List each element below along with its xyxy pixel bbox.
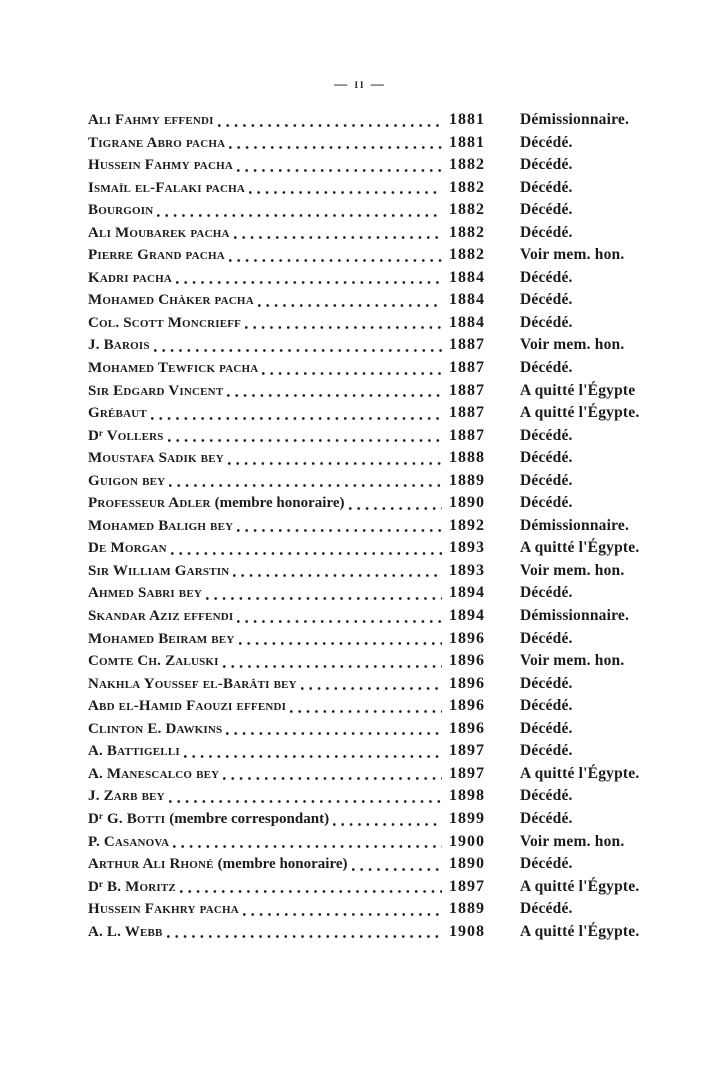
member-status: Voir mem. hon. — [520, 246, 625, 264]
dot-leader — [180, 876, 442, 899]
member-status: A quitté l'Égypte. — [520, 539, 640, 557]
member-name: A. Manescalco bey — [88, 765, 220, 782]
member-status: Décédé. — [520, 359, 573, 377]
member-year: 1882 — [449, 246, 485, 264]
dot-leader — [262, 357, 442, 380]
member-name-qualifier: (membre correspondant) — [169, 810, 330, 827]
member-year: 1884 — [449, 268, 485, 286]
member-year: 1908 — [449, 922, 485, 940]
dot-leader — [206, 582, 442, 605]
member-year: 1896 — [449, 697, 485, 715]
member-name-qualifier: (membre honoraire) — [214, 495, 345, 512]
member-year: 1887 — [449, 336, 485, 354]
member-status: Décédé. — [520, 156, 573, 174]
member-status: A quitté l'Égypte — [520, 381, 636, 399]
dot-leader — [229, 244, 442, 267]
list-item — [88, 673, 670, 696]
dot-leader — [184, 740, 442, 763]
member-year: 1897 — [449, 742, 485, 760]
list-item — [88, 402, 670, 425]
member-status: Décédé. — [520, 719, 573, 737]
list-item — [88, 898, 670, 921]
member-name: Mohamed Chàker pacha — [88, 292, 254, 309]
member-status: Décédé. — [520, 449, 573, 467]
member-name: Dʳ G. Botti (membre correspondant) — [88, 810, 330, 827]
dot-leader — [333, 808, 442, 831]
member-name-qualifier: (membre honoraire) — [217, 856, 348, 873]
dot-leader — [218, 109, 442, 132]
list-item — [88, 628, 670, 651]
dot-leader — [233, 560, 442, 583]
list-item — [88, 425, 670, 448]
list-item — [88, 560, 670, 583]
member-status: Décédé. — [520, 178, 573, 196]
dot-leader — [223, 650, 442, 673]
member-name: Sir William Garstin — [88, 562, 230, 579]
dot-leader — [258, 289, 442, 312]
dot-leader — [169, 785, 442, 808]
member-year: 1897 — [449, 877, 485, 895]
list-item — [88, 808, 670, 831]
list-item — [88, 695, 670, 718]
member-year: 1882 — [449, 178, 485, 196]
member-name: Skandar Aziz effendi — [88, 608, 234, 625]
member-year: 1887 — [449, 381, 485, 399]
list-item — [88, 876, 670, 899]
list-item — [88, 267, 670, 290]
member-name: Kadri pacha — [88, 269, 173, 286]
member-name: Dʳ Vollers — [88, 427, 164, 444]
member-name: Moustafa Sadik bey — [88, 450, 224, 467]
member-name: Mohamed Tewfick pacha — [88, 360, 259, 377]
member-name: Ali Moubarek pacha — [88, 224, 230, 241]
member-status: Voir mem. hon. — [520, 832, 625, 850]
member-year: 1884 — [449, 291, 485, 309]
page-number-header: — ii — — [334, 76, 386, 91]
member-name: Tigrane Abro pacha — [88, 134, 226, 151]
member-status: Démissionnaire. — [520, 516, 630, 534]
member-status: Décédé. — [520, 742, 573, 760]
dot-leader — [237, 154, 442, 177]
member-status: A quitté l'Égypte. — [520, 404, 640, 422]
dot-leader — [239, 628, 443, 651]
dot-leader — [349, 492, 443, 515]
list-item — [88, 199, 670, 222]
member-year: 1887 — [449, 404, 485, 422]
member-year: 1890 — [449, 494, 485, 512]
member-status: Décédé. — [520, 494, 573, 512]
list-item — [88, 244, 670, 267]
member-status: Démissionnaire. — [520, 111, 630, 128]
list-item — [88, 853, 670, 876]
member-name: Mohamed Beiram bey — [88, 630, 235, 647]
list-item — [88, 154, 670, 177]
dot-leader — [237, 605, 442, 628]
member-year: 1893 — [449, 561, 485, 579]
member-status: Décédé. — [520, 787, 573, 805]
member-year: 1896 — [449, 652, 485, 670]
member-name: Sir Edgard Vincent — [88, 382, 224, 399]
list-item — [88, 334, 670, 357]
member-name: Grébaut — [88, 405, 147, 422]
member-status: Décédé. — [520, 223, 573, 241]
member-name: Clinton E. Dawkins — [88, 720, 223, 737]
member-status: Décédé. — [520, 201, 573, 219]
dot-leader — [227, 380, 442, 403]
list-item — [88, 447, 670, 470]
dot-leader — [352, 853, 442, 876]
dot-leader — [171, 537, 442, 560]
member-year: 1889 — [449, 471, 485, 489]
member-name: A. Battigelli — [88, 743, 180, 760]
member-year: 1894 — [449, 607, 485, 625]
list-item — [88, 537, 670, 560]
member-name: Ahmed Sabri bey — [88, 585, 203, 602]
member-status: Décédé. — [520, 471, 573, 489]
member-name: J. Barois — [88, 337, 150, 354]
member-name: Hussein Fahmy pacha — [88, 157, 233, 174]
member-name: J. Zarb bey — [88, 788, 165, 805]
dot-leader — [243, 898, 442, 921]
member-year: 1892 — [449, 516, 485, 534]
list-item — [88, 312, 670, 335]
dot-leader — [234, 222, 442, 245]
member-name: De Morgan — [88, 540, 167, 557]
list-item — [88, 718, 670, 741]
dot-leader — [169, 470, 442, 493]
dot-leader — [229, 132, 442, 155]
member-year: 1896 — [449, 674, 485, 692]
member-name: Comte Ch. Zaluski — [88, 653, 219, 670]
member-name: Pierre Grand pacha — [88, 247, 225, 264]
member-name: Mohamed Baligh bey — [88, 517, 234, 534]
member-status: Décédé. — [520, 809, 573, 827]
member-year: 1896 — [449, 629, 485, 647]
member-status: A quitté l'Égypte. — [520, 764, 640, 782]
list-item — [88, 605, 670, 628]
member-name: Col. Scott Moncrieff — [88, 314, 242, 331]
member-name: Arthur Ali Rhoné (membre honoraire) — [88, 856, 348, 873]
member-status: Décédé. — [520, 855, 573, 873]
member-status: Décédé. — [520, 900, 573, 918]
member-status: Décédé. — [520, 674, 573, 692]
member-year: 1900 — [449, 832, 485, 850]
member-status: Décédé. — [520, 629, 573, 647]
dot-leader — [223, 763, 442, 786]
list-item — [88, 109, 670, 132]
member-year: 1889 — [449, 900, 485, 918]
member-year: 1882 — [449, 201, 485, 219]
member-name: Nakhla Youssef el-Barâti bey — [88, 675, 297, 692]
dot-leader — [237, 515, 442, 538]
member-status: Décédé. — [520, 291, 573, 309]
member-status: Décédé. — [520, 268, 573, 286]
member-status: Décédé. — [520, 313, 573, 331]
member-name: Professeur Adler (membre honoraire) — [88, 495, 345, 512]
member-status: Décédé. — [520, 426, 573, 444]
dot-leader — [157, 199, 442, 222]
dot-leader — [228, 447, 442, 470]
member-name: A. L. Webb — [88, 923, 163, 940]
list-item — [88, 515, 670, 538]
dot-leader — [226, 718, 442, 741]
member-name: P. Casanova — [88, 833, 170, 850]
dot-leader — [167, 921, 442, 944]
dot-leader — [151, 402, 442, 425]
dot-leader — [154, 334, 442, 357]
member-year: 1894 — [449, 584, 485, 602]
member-status: Décédé. — [520, 697, 573, 715]
member-year: 1881 — [449, 133, 485, 151]
member-year: 1896 — [449, 719, 485, 737]
dot-leader — [245, 312, 442, 335]
member-status: Démissionnaire. — [520, 607, 630, 625]
member-year: 1881 — [449, 111, 485, 128]
member-status: A quitté l'Égypte. — [520, 922, 640, 940]
member-name: Guigon bey — [88, 472, 166, 489]
dot-leader — [168, 425, 442, 448]
list-item — [88, 222, 670, 245]
list-item — [88, 177, 670, 200]
list-item — [88, 763, 670, 786]
member-year: 1887 — [449, 426, 485, 444]
member-year: 1882 — [449, 156, 485, 174]
dot-leader — [290, 695, 442, 718]
member-year: 1897 — [449, 764, 485, 782]
list-item — [88, 582, 670, 605]
member-list — [88, 109, 670, 943]
member-name: Dʳ B. Moritz — [88, 878, 176, 895]
list-item — [88, 740, 670, 763]
member-name: Hussein Fakhry pacha — [88, 901, 239, 918]
member-name: Ismaïl el-Falaki pacha — [88, 179, 245, 196]
list-item — [88, 357, 670, 380]
list-item — [88, 132, 670, 155]
member-status: Voir mem. hon. — [520, 652, 625, 670]
list-item — [88, 831, 670, 854]
member-year: 1899 — [449, 809, 485, 827]
member-year: 1884 — [449, 313, 485, 331]
list-item — [88, 650, 670, 673]
list-item — [88, 380, 670, 403]
member-year: 1893 — [449, 539, 485, 557]
list-item — [88, 289, 670, 312]
member-year: 1888 — [449, 449, 485, 467]
member-year: 1898 — [449, 787, 485, 805]
dot-leader — [249, 177, 442, 200]
list-item — [88, 492, 670, 515]
dot-leader — [173, 831, 442, 854]
member-status: Voir mem. hon. — [520, 561, 625, 579]
list-item — [88, 921, 670, 944]
member-status: A quitté l'Égypte. — [520, 877, 640, 895]
member-name: Abd el-Hamid Faouzi effendi — [88, 698, 287, 715]
list-item — [88, 470, 670, 493]
member-status: Décédé. — [520, 584, 573, 602]
member-year: 1890 — [449, 855, 485, 873]
member-name: Ali Fahmy effendi — [88, 112, 214, 128]
list-item — [88, 785, 670, 808]
dot-leader — [176, 267, 442, 290]
member-name: Bourgoin — [88, 202, 154, 219]
dot-leader — [301, 673, 442, 696]
member-status: Voir mem. hon. — [520, 336, 625, 354]
member-status: Décédé. — [520, 133, 573, 151]
member-year: 1887 — [449, 359, 485, 377]
member-year: 1882 — [449, 223, 485, 241]
